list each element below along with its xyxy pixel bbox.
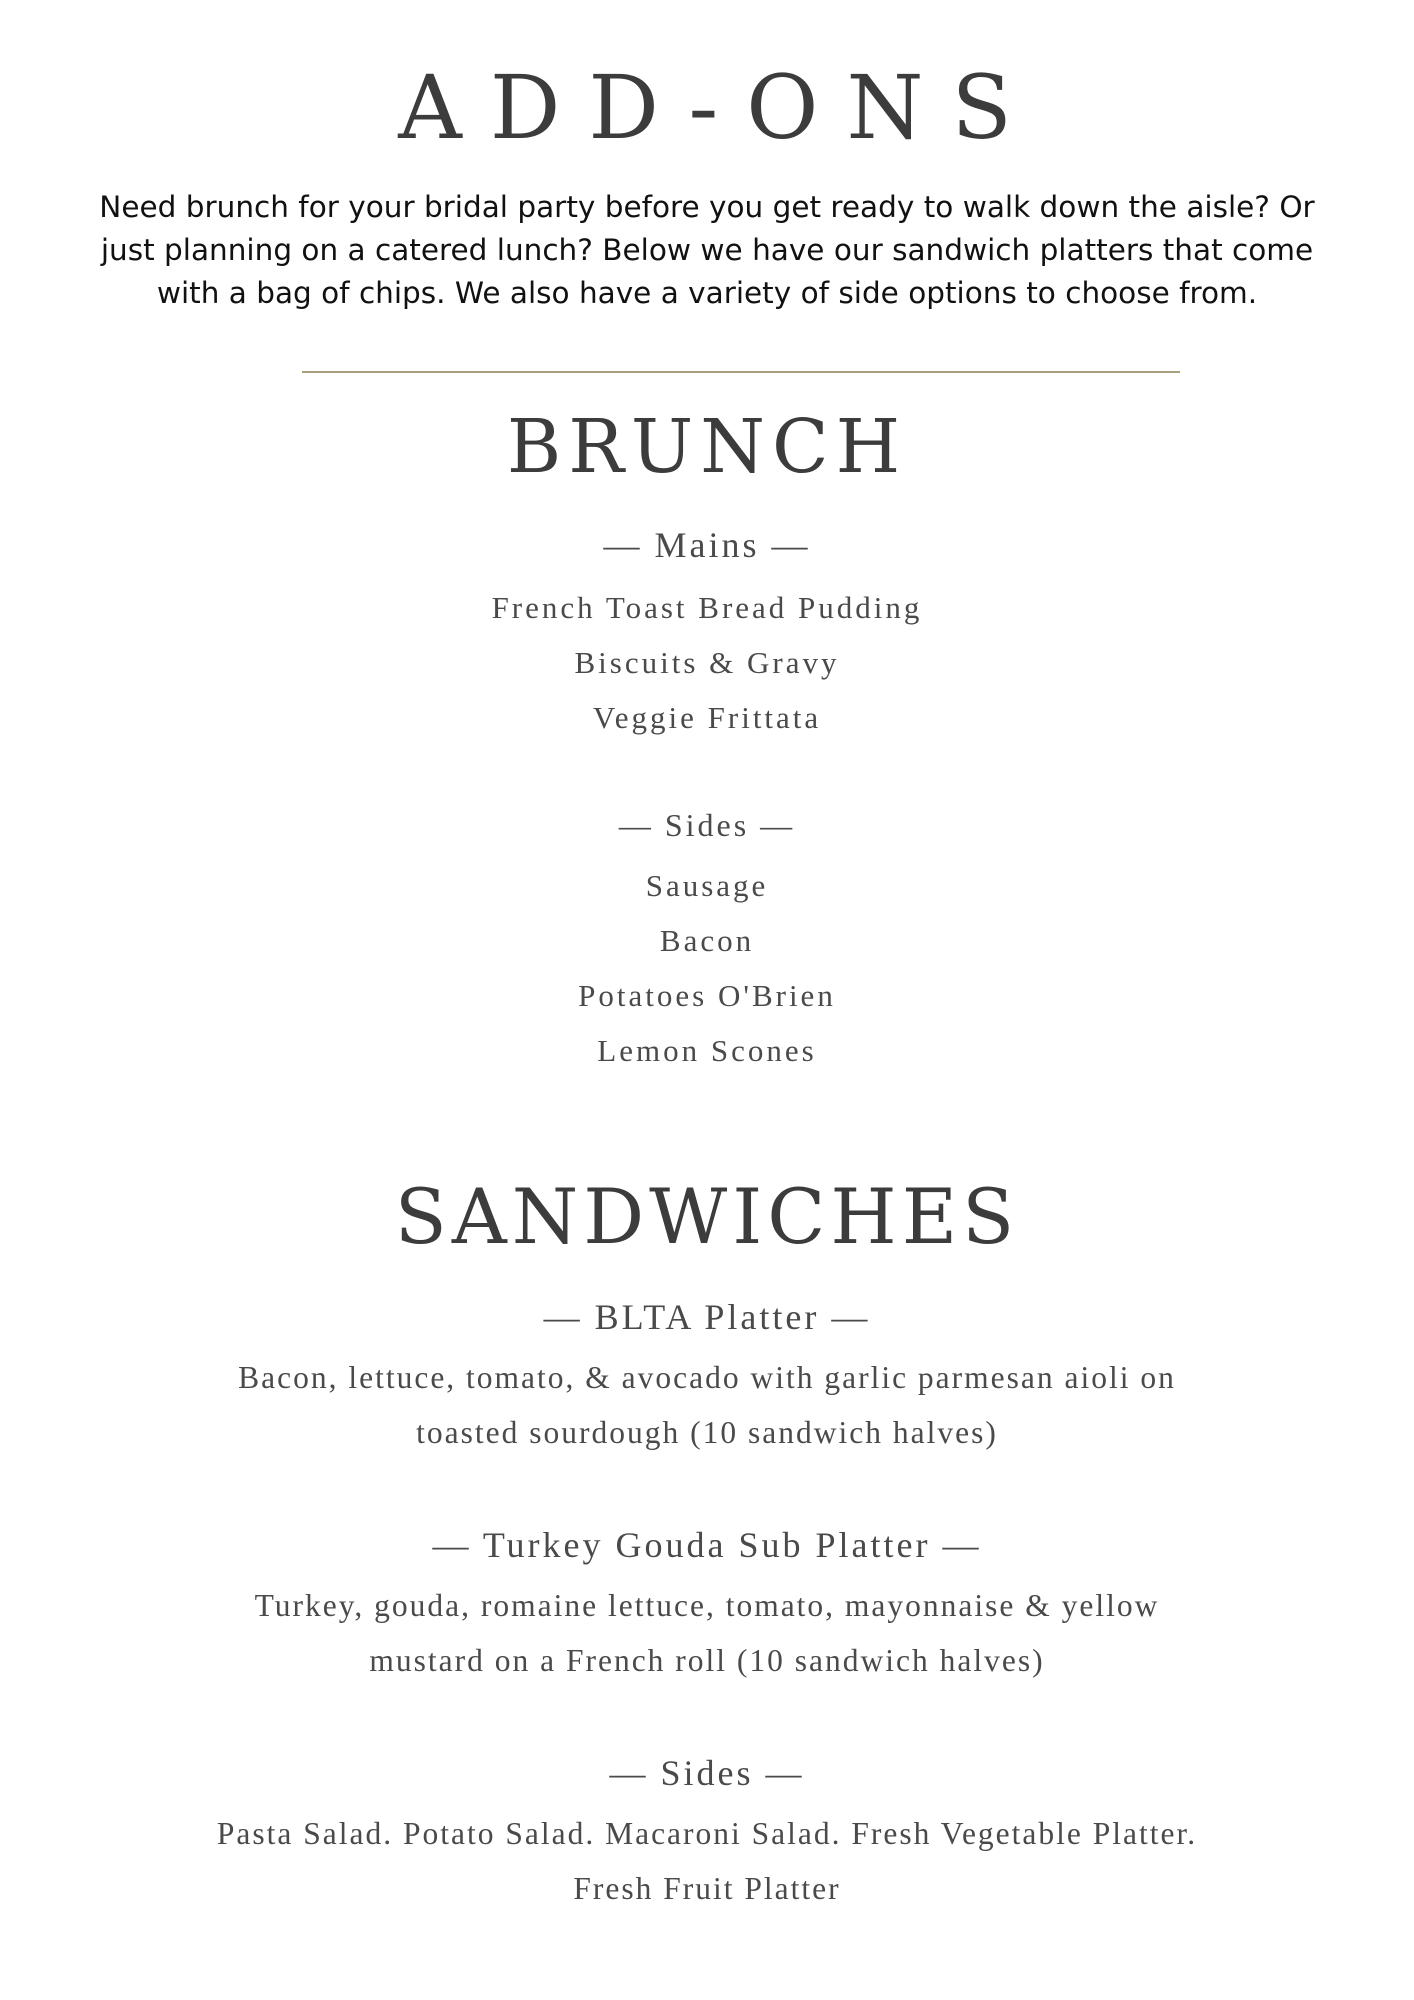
blta-platter-heading: — BLTA Platter —: [543, 1297, 871, 1337]
divider-line: [302, 371, 1180, 373]
brunch-mains-list: [0, 580, 1414, 745]
sandwich-sides-heading: — Sides —: [609, 1753, 805, 1793]
intro-paragraph: Need brunch for your bridal party before you get ready to walk down the aisle? Or just planning on a catered lunch? Below we have our sandwich platters that come with a bag of chips. We also have a variety of side options to choose from.: [99, 190, 1315, 310]
sandwich-sides-description: Pasta Salad. Potato Salad. Macaroni Salad. Fresh Vegetable Platter. Fresh Fruit Platter: [216, 1816, 1198, 1906]
blta-platter-description: Bacon, lettuce, tomato, & avocado with garlic parmesan aioli on toasted sourdough (10 sandwich halves): [238, 1360, 1176, 1450]
list-item: Lemon Scones: [597, 1033, 817, 1068]
brunch-sides-list: [0, 858, 1414, 1078]
list-item: French Toast Bread Pudding: [491, 590, 923, 625]
turkey-gouda-platter-heading: — Turkey Gouda Sub Platter —: [432, 1525, 982, 1565]
brunch-mains-heading: — Mains —: [603, 525, 811, 565]
brunch-section-title: BRUNCH: [506, 404, 908, 490]
sandwiches-section-title: SANDWICHES: [394, 1172, 1020, 1261]
page-title: ADD-ONS: [398, 56, 1040, 159]
list-item: Sausage: [645, 868, 769, 903]
turkey-gouda-platter-description: Turkey, gouda, romaine lettuce, tomato, mayonnaise & yellow mustard on a French roll (10 sandwich halves): [254, 1588, 1160, 1678]
list-item: Potatoes O'Brien: [578, 978, 836, 1013]
brunch-sides-heading: — Sides —: [618, 807, 796, 843]
list-item: Biscuits & Gravy: [574, 645, 840, 680]
list-item: Bacon: [659, 923, 755, 958]
list-item: Veggie Frittata: [592, 700, 822, 735]
